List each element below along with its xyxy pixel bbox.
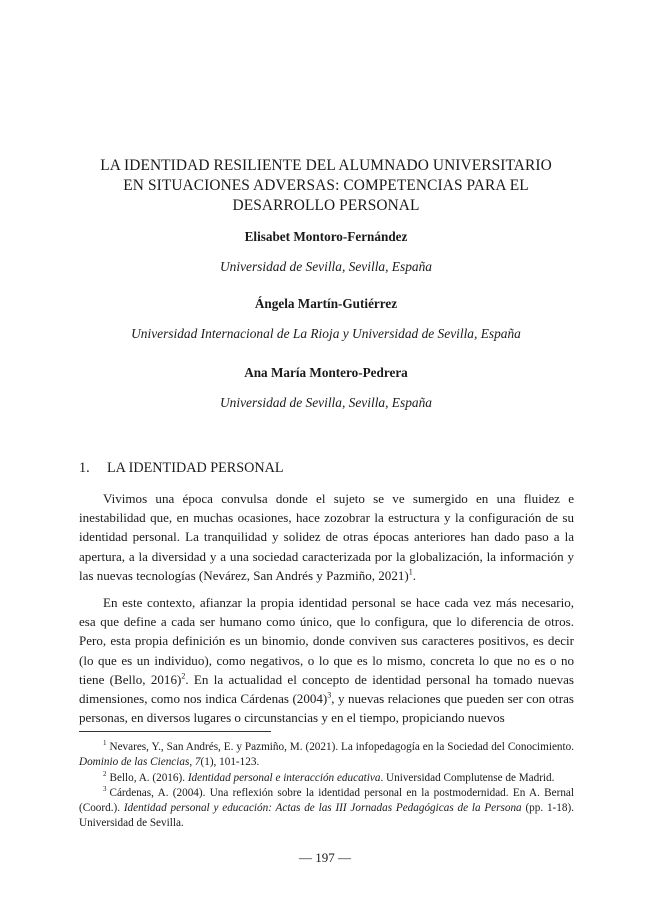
article-title — [78, 156, 574, 216]
author-affiliation: Universidad de Sevilla, Sevilla, España — [220, 259, 432, 274]
paragraph-text: , y nuevas relaciones que pueden ser con otras personas, en diversos lugares o circunstancias y en el tiempo, propiciando nuevos — [79, 691, 574, 726]
footnote-divider — [79, 731, 271, 732]
author-name: Ángela Martín-Gutiérrez — [254, 296, 398, 311]
title-line: LA IDENTIDAD RESILIENTE DEL ALUMNADO UNIVERSITARIO — [100, 157, 552, 174]
section-number: 1. — [79, 460, 90, 476]
footnote-ref[interactable]: 2 — [181, 671, 186, 681]
author-name: Elisabet Montoro-Fernández — [244, 229, 408, 244]
footnote-text: (pp. 1-18). Universidad de Sevilla. — [79, 802, 574, 830]
title-line: EN SITUACIONES ADVERSAS: COMPETENCIAS PARA EL — [123, 177, 529, 194]
footnote-number: 3 — [103, 785, 107, 794]
section-title: LA IDENTIDAD PERSONAL — [107, 460, 284, 476]
footnote-text: (1), 101-123. — [200, 756, 260, 769]
footnote-italic: Identidad personal y educación: Actas de las III Jornadas Pedagógicas de la Persona — [123, 802, 522, 815]
author-affiliation: Universidad Internacional de La Rioja y Universidad de Sevilla, España — [131, 326, 521, 341]
paragraph-text: Vivimos una época convulsa donde el sujeto se ve sumergido en una fluidez e inestabilidad que, en muchas ocasiones, hace zozobrar la estructura y la configuración de su identidad personal. La tranquilidad y solidez de otras épocas anteriores han dado paso a la apertura, a la diversidad y a una sociedad caracterizada por la globalización, la información y las nuevas tecnologías (Nevárez, San Andrés y Pazmiño, 2021) — [79, 491, 574, 583]
footnote-italic: Dominio de las Ciencias, 7 — [79, 756, 201, 769]
footnote-number: 2 — [103, 769, 107, 778]
footnote-text: Bello, A. (2016). — [109, 771, 188, 784]
footnote-ref[interactable]: 3 — [327, 690, 332, 700]
footnote-text: Cárdenas, A. (2004). Una reflexión sobre la identidad personal en la postmodernidad. En A. Bernal (Coord.). — [79, 786, 574, 815]
footnote-text: . Universidad Complutense de Madrid. — [380, 771, 555, 784]
footnote-number: 1 — [103, 739, 107, 748]
paragraph — [79, 593, 574, 727]
author-name: Ana María Montero-Pedrera — [244, 365, 408, 380]
footnote-italic: Identidad personal e interacción educativa — [187, 771, 381, 784]
footnote-text: Nevares, Y., San Andrés, E. y Pazmiño, M. (2021). La infopedagogía en la Sociedad del Conocimiento. — [109, 741, 574, 753]
paragraph — [79, 489, 574, 585]
footnotes — [79, 740, 574, 832]
footnote — [79, 786, 574, 832]
title-line: DESARROLLO PERSONAL — [232, 197, 420, 214]
footnote-ref[interactable]: 1 — [408, 567, 413, 577]
paragraph-end: . — [412, 567, 416, 583]
author-affiliation: Universidad de Sevilla, Sevilla, España — [220, 395, 432, 410]
paragraph-text: En este contexto, afianzar la propia identidad personal se hace cada vez más necesario, esa que define a cada ser humano como único, que lo configura, que lo diferencia de otros. Pero, esta propia definición es un binomio, donde conviven sus caracteres positivos, es decir (lo que es un individuo), como negativos, o lo que es lo mismo, concreta lo que no es o no tiene (Bello, 2016) — [79, 595, 574, 687]
body-text — [79, 489, 574, 727]
paragraph-text: . En la actualidad el concepto de identidad personal ha tomado nuevas dimensiones, como nos indica Cárdenas (2004) — [79, 671, 574, 707]
footnote — [79, 740, 574, 771]
section-heading — [79, 460, 284, 477]
page-number: — 197 — — [299, 850, 351, 865]
footnote — [79, 771, 574, 786]
